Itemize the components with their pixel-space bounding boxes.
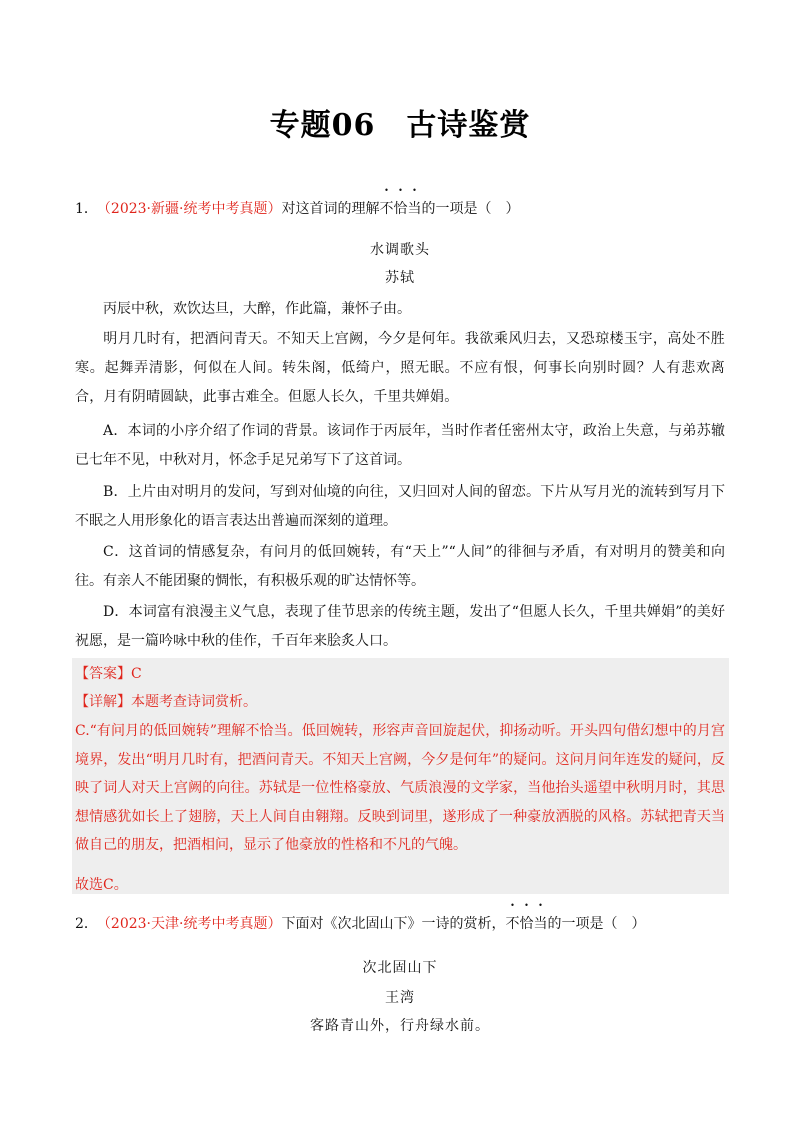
poem-title: 水调歌头	[370, 242, 430, 258]
poem-body	[75, 325, 725, 412]
poem-author: 苏轼	[385, 270, 415, 286]
question-source: （2023·天津·统考中考真题）	[103, 916, 282, 932]
question-1-stem	[75, 198, 735, 220]
question-text: 下面对《次北固山下》一诗的赏析，	[281, 916, 506, 932]
question-number: 2．	[75, 916, 98, 932]
poem-title: 次北固山下	[362, 960, 438, 976]
option-d	[75, 598, 725, 656]
detail-intro: 本题考查诗词赏析。	[131, 694, 257, 710]
question-text-end: 的一项是（ ）	[547, 916, 646, 932]
detail-explanation: C.“有问月的低回婉转”理解不恰当。低回婉转，形容声音回旋起伏，抑扬动听。开头四句借幻想中的月宫境界，发出“明月几时有，把酒问青天。不知天上宫阙，今夕是何年”的疑问。这问月问年连发的疑问，反映了词人对天上宫阙的向往。苏轼是一位性格豪放、气质浪漫的文学家，当他抬头遥望中秋明月时，其思想情感犹如长上了翅膀，天上人间自由翱翔。反映到词里，遂形成了一种豪放洒脱的风格。苏轼把青天当做自己的朋友，把酒相问，显示了他豪放的性格和不凡的气魄。	[75, 723, 725, 853]
emphasis-char: 不	[379, 201, 394, 217]
answer-label: 【答案】	[75, 666, 131, 682]
page-title: 专题06 古诗鉴赏	[269, 108, 531, 143]
question-source: （2023·新疆·统考中考真题）	[103, 201, 282, 217]
option-a	[75, 417, 725, 475]
option-c-text: C．这首词的情感复杂，有问月的低回婉转，有“天上”“人间”的徘徊与矛盾，有对明月的赞美和向往。有亲人不能团聚的惆怅，有积极乐观的旷达情怀等。	[75, 544, 725, 589]
option-c	[75, 538, 725, 596]
emphasis-char: 恰	[393, 201, 408, 217]
emphasis-char: 当	[407, 201, 422, 217]
detail-label: 【详解】	[75, 694, 131, 710]
option-b-text: B．上片由对明月的发问，写到对仙境的向往，又归回对人间的留恋。下片从写月光的流转到写月下不眠之人用形象化的语言表达出普遍而深刻的道理。	[75, 484, 725, 529]
poem-author: 王湾	[385, 990, 415, 1006]
emphasis-char: 不	[505, 916, 520, 932]
question-number: 1．	[75, 201, 98, 217]
option-d-text: D．本词富有浪漫主义气息，表现了佳节思亲的传统主题，发出了“但愿人长久，千里共婵娟”的美好祝愿，是一篇吟咏中秋的佳作，千百年来脍炙人口。	[75, 604, 725, 649]
answer-value: C	[131, 666, 142, 682]
answer-conclusion: 故选C。	[75, 877, 128, 893]
emphasis-char: 当	[533, 916, 548, 932]
option-b	[75, 478, 725, 536]
question-text: 对这首词的理解	[281, 201, 380, 217]
poem-preface-text: 丙辰中秋，欢饮达旦，大醉，作此篇，兼怀子由。	[103, 301, 411, 317]
poem-preface	[75, 295, 725, 324]
answer-line	[75, 661, 725, 687]
detail-line	[75, 689, 725, 715]
question-2-stem	[75, 913, 735, 935]
poem-line: 客路青山外，行舟绿水前。	[310, 1018, 490, 1034]
poem-body-text: 明月几时有，把酒问青天。不知天上宫阙，今夕是何年。我欲乘风归去，又恐琼楼玉宇，高处不胜寒。起舞弄清影，何似在人间。转朱阁，低绮户，照无眠。不应有恨，何事长向别时圆？人有悲欢离合，月有阴晴圆缺，此事古难全。但愿人长久，千里共婵娟。	[75, 331, 725, 405]
question-text-end: 的一项是（ ）	[421, 201, 520, 217]
option-a-text: A．本词的小序介绍了作词的背景。该词作于丙辰年，当时作者任密州太守，政治上失意，与弟苏辙已七年不见，中秋对月，怀念手足兄弟写下了这首词。	[75, 423, 725, 468]
emphasis-char: 恰	[519, 916, 534, 932]
